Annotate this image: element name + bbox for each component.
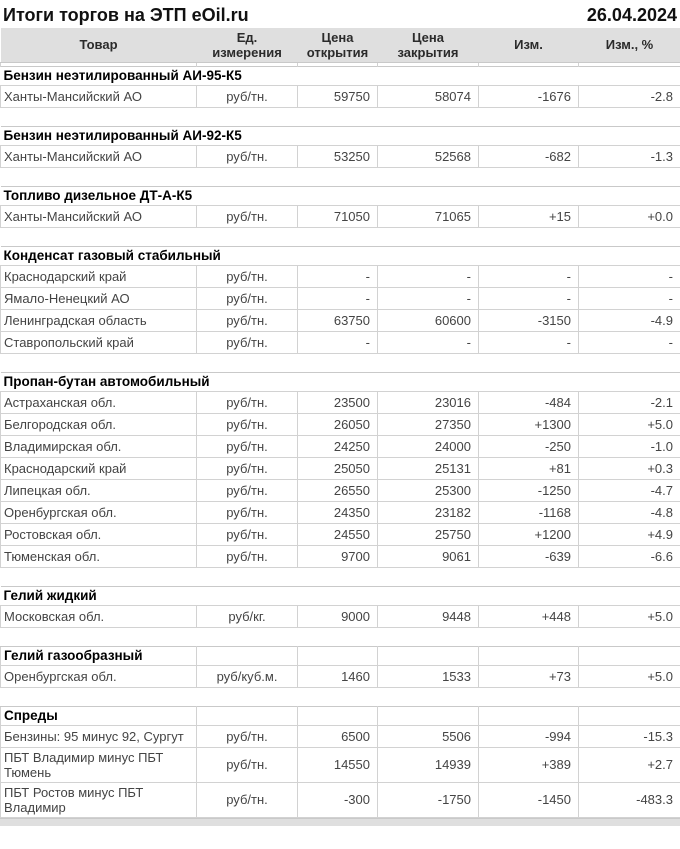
- close-price-cell: 5506: [378, 725, 479, 747]
- unit-cell: руб/тн.: [197, 435, 298, 457]
- open-price-cell: -: [298, 265, 378, 287]
- section-spacer-row: [1, 567, 680, 586]
- change-cell: +389: [479, 747, 579, 782]
- title-bar: [0, 0, 680, 28]
- change-pct-cell: -: [579, 331, 680, 353]
- product-cell: Ханты-Мансийский АО: [1, 145, 197, 167]
- unit-cell: руб/тн.: [197, 747, 298, 782]
- product-cell: Краснодарский край: [1, 265, 197, 287]
- column-header-unit: Ед. измерения: [197, 28, 298, 62]
- change-cell: -1250: [479, 479, 579, 501]
- section-header-row: [1, 66, 680, 85]
- column-header-product: Товар: [1, 28, 197, 62]
- open-price-cell: 63750: [298, 309, 378, 331]
- section-header-empty-cell: [579, 706, 680, 725]
- open-price-cell: 9700: [298, 545, 378, 567]
- change-pct-cell: -6.6: [579, 545, 680, 567]
- product-cell: Ленинградская область: [1, 309, 197, 331]
- change-cell: +1200: [479, 523, 579, 545]
- unit-cell: руб/тн.: [197, 501, 298, 523]
- product-cell: Оренбургская обл.: [1, 501, 197, 523]
- section-title: Бензин неэтилированный АИ-92-К5: [1, 126, 680, 145]
- table-row: [1, 435, 680, 457]
- section-header-empty-cell: [579, 646, 680, 665]
- open-price-cell: 25050: [298, 457, 378, 479]
- spacer-cell: [1, 107, 680, 126]
- report-date: 26.04.2024: [586, 4, 677, 25]
- column-header-open-price: Цена открытия: [298, 28, 378, 62]
- change-pct-cell: +2.7: [579, 747, 680, 782]
- unit-cell: руб/кг.: [197, 605, 298, 627]
- product-cell: Ханты-Мансийский АО: [1, 85, 197, 107]
- change-pct-cell: -4.9: [579, 309, 680, 331]
- product-cell: Тюменская обл.: [1, 545, 197, 567]
- table-row: [1, 391, 680, 413]
- table-row: [1, 413, 680, 435]
- change-cell: -639: [479, 545, 579, 567]
- unit-cell: руб/тн.: [197, 457, 298, 479]
- product-cell: Ставропольский край: [1, 331, 197, 353]
- change-pct-cell: +0.3: [579, 457, 680, 479]
- unit-cell: руб/тн.: [197, 391, 298, 413]
- change-pct-cell: +5.0: [579, 605, 680, 627]
- section-header-row: [1, 186, 680, 205]
- product-cell: Липецкая обл.: [1, 479, 197, 501]
- open-price-cell: 26050: [298, 413, 378, 435]
- table-row: [1, 523, 680, 545]
- open-price-cell: 1460: [298, 665, 378, 687]
- spacer-cell: [1, 627, 680, 646]
- table-row: [1, 725, 680, 747]
- open-price-cell: 26550: [298, 479, 378, 501]
- column-header-change-pct: Изм., %: [579, 28, 680, 62]
- section-spacer-row: [1, 107, 680, 126]
- close-price-cell: 27350: [378, 413, 479, 435]
- open-price-cell: 24350: [298, 501, 378, 523]
- column-header-change: Изм.: [479, 28, 579, 62]
- open-price-cell: 71050: [298, 205, 378, 227]
- section-header-empty-cell: [378, 706, 479, 725]
- section-spacer-row: [1, 227, 680, 246]
- unit-cell: руб/тн.: [197, 287, 298, 309]
- table-row: [1, 287, 680, 309]
- open-price-cell: 24550: [298, 523, 378, 545]
- close-price-cell: 1533: [378, 665, 479, 687]
- open-price-cell: -: [298, 287, 378, 309]
- change-pct-cell: -15.3: [579, 725, 680, 747]
- section-header-row: [1, 706, 680, 725]
- close-price-cell: -: [378, 287, 479, 309]
- product-cell: Астраханская обл.: [1, 391, 197, 413]
- section-header-empty-cell: [479, 706, 579, 725]
- close-price-cell: 58074: [378, 85, 479, 107]
- table-row: [1, 605, 680, 627]
- change-pct-cell: -483.3: [579, 782, 680, 817]
- spacer-cell: [1, 353, 680, 372]
- spacer-cell: [1, 167, 680, 186]
- section-header-row: [1, 586, 680, 605]
- change-pct-cell: -2.1: [579, 391, 680, 413]
- section-title: Топливо дизельное ДТ-А-К5: [1, 186, 680, 205]
- unit-cell: руб/тн.: [197, 265, 298, 287]
- open-price-cell: -: [298, 331, 378, 353]
- table-body: [1, 62, 680, 817]
- product-cell: Ростовская обл.: [1, 523, 197, 545]
- section-spacer-row: [1, 353, 680, 372]
- product-cell: Владимирская обл.: [1, 435, 197, 457]
- unit-cell: руб/тн.: [197, 145, 298, 167]
- change-cell: +81: [479, 457, 579, 479]
- product-cell: Ямало-Ненецкий АО: [1, 287, 197, 309]
- table-row: [1, 145, 680, 167]
- product-cell: Оренбургская обл.: [1, 665, 197, 687]
- table-row: [1, 309, 680, 331]
- close-price-cell: 52568: [378, 145, 479, 167]
- section-spacer-row: [1, 687, 680, 706]
- unit-cell: руб/тн.: [197, 309, 298, 331]
- section-spacer-row: [1, 167, 680, 186]
- table-row: [1, 782, 680, 817]
- open-price-cell: 23500: [298, 391, 378, 413]
- trading-results-table: [0, 28, 680, 818]
- unit-cell: руб/тн.: [197, 413, 298, 435]
- change-cell: -682: [479, 145, 579, 167]
- close-price-cell: 23182: [378, 501, 479, 523]
- close-price-cell: 24000: [378, 435, 479, 457]
- section-header-row: [1, 126, 680, 145]
- page-title: Итоги торгов на ЭТП eOil.ru: [3, 4, 249, 25]
- change-cell: +448: [479, 605, 579, 627]
- table-row: [1, 457, 680, 479]
- product-cell: Бензины: 95 минус 92, Сургут: [1, 725, 197, 747]
- spacer-cell: [1, 227, 680, 246]
- change-pct-cell: -2.8: [579, 85, 680, 107]
- unit-cell: руб/тн.: [197, 479, 298, 501]
- open-price-cell: 53250: [298, 145, 378, 167]
- spacer-cell: [1, 567, 680, 586]
- change-pct-cell: +5.0: [579, 413, 680, 435]
- table-row: [1, 545, 680, 567]
- table-row: [1, 747, 680, 782]
- unit-cell: руб/тн.: [197, 725, 298, 747]
- close-price-cell: 9061: [378, 545, 479, 567]
- close-price-cell: 14939: [378, 747, 479, 782]
- close-price-cell: 71065: [378, 205, 479, 227]
- section-header-empty-cell: [197, 706, 298, 725]
- product-cell: ПБТ Ростов минус ПБТ Владимир: [1, 782, 197, 817]
- change-cell: -1450: [479, 782, 579, 817]
- section-header-empty-cell: [479, 646, 579, 665]
- open-price-cell: 59750: [298, 85, 378, 107]
- table-row: [1, 331, 680, 353]
- change-pct-cell: +0.0: [579, 205, 680, 227]
- section-header-empty-cell: [298, 646, 378, 665]
- open-price-cell: 24250: [298, 435, 378, 457]
- unit-cell: руб/тн.: [197, 545, 298, 567]
- table-row: [1, 265, 680, 287]
- column-header-row: [1, 28, 680, 62]
- close-price-cell: 25750: [378, 523, 479, 545]
- change-cell: +1300: [479, 413, 579, 435]
- table-row: [1, 501, 680, 523]
- change-pct-cell: -4.8: [579, 501, 680, 523]
- section-title: Пропан-бутан автомобильный: [1, 372, 680, 391]
- bottom-strip: [0, 818, 680, 826]
- section-title: Бензин неэтилированный АИ-95-К5: [1, 66, 680, 85]
- section-title: Гелий жидкий: [1, 586, 680, 605]
- change-cell: -: [479, 287, 579, 309]
- change-pct-cell: -1.0: [579, 435, 680, 457]
- table-row: [1, 205, 680, 227]
- close-price-cell: 60600: [378, 309, 479, 331]
- change-cell: -484: [479, 391, 579, 413]
- product-cell: ПБТ Владимир минус ПБТ Тюмень: [1, 747, 197, 782]
- unit-cell: руб/тн.: [197, 331, 298, 353]
- change-cell: -1676: [479, 85, 579, 107]
- change-cell: -250: [479, 435, 579, 457]
- open-price-cell: -300: [298, 782, 378, 817]
- product-cell: Московская обл.: [1, 605, 197, 627]
- change-pct-cell: -4.7: [579, 479, 680, 501]
- close-price-cell: 25300: [378, 479, 479, 501]
- section-header-empty-cell: [378, 646, 479, 665]
- unit-cell: руб/тн.: [197, 85, 298, 107]
- column-header-close-price: Цена закрытия: [378, 28, 479, 62]
- open-price-cell: 9000: [298, 605, 378, 627]
- change-pct-cell: -: [579, 265, 680, 287]
- change-pct-cell: -1.3: [579, 145, 680, 167]
- change-pct-cell: -: [579, 287, 680, 309]
- product-cell: Ханты-Мансийский АО: [1, 205, 197, 227]
- unit-cell: руб/тн.: [197, 782, 298, 817]
- change-cell: -994: [479, 725, 579, 747]
- section-header-empty-cell: [197, 646, 298, 665]
- change-cell: -: [479, 265, 579, 287]
- close-price-cell: 25131: [378, 457, 479, 479]
- section-title: Гелий газообразный: [1, 646, 197, 665]
- unit-cell: руб/куб.м.: [197, 665, 298, 687]
- open-price-cell: 14550: [298, 747, 378, 782]
- change-cell: -1168: [479, 501, 579, 523]
- section-spacer-row: [1, 627, 680, 646]
- open-price-cell: 6500: [298, 725, 378, 747]
- close-price-cell: -: [378, 331, 479, 353]
- close-price-cell: 9448: [378, 605, 479, 627]
- close-price-cell: -1750: [378, 782, 479, 817]
- section-header-row: [1, 372, 680, 391]
- change-cell: +15: [479, 205, 579, 227]
- product-cell: Белгородская обл.: [1, 413, 197, 435]
- table-row: [1, 665, 680, 687]
- change-pct-cell: +4.9: [579, 523, 680, 545]
- table-row: [1, 85, 680, 107]
- change-cell: -: [479, 331, 579, 353]
- product-cell: Краснодарский край: [1, 457, 197, 479]
- section-title: Конденсат газовый стабильный: [1, 246, 680, 265]
- unit-cell: руб/тн.: [197, 205, 298, 227]
- change-cell: -3150: [479, 309, 579, 331]
- close-price-cell: 23016: [378, 391, 479, 413]
- section-title: Спреды: [1, 706, 197, 725]
- spacer-cell: [1, 687, 680, 706]
- change-cell: +73: [479, 665, 579, 687]
- section-header-empty-cell: [298, 706, 378, 725]
- unit-cell: руб/тн.: [197, 523, 298, 545]
- change-pct-cell: +5.0: [579, 665, 680, 687]
- section-header-row: [1, 646, 680, 665]
- table-row: [1, 479, 680, 501]
- close-price-cell: -: [378, 265, 479, 287]
- section-header-row: [1, 246, 680, 265]
